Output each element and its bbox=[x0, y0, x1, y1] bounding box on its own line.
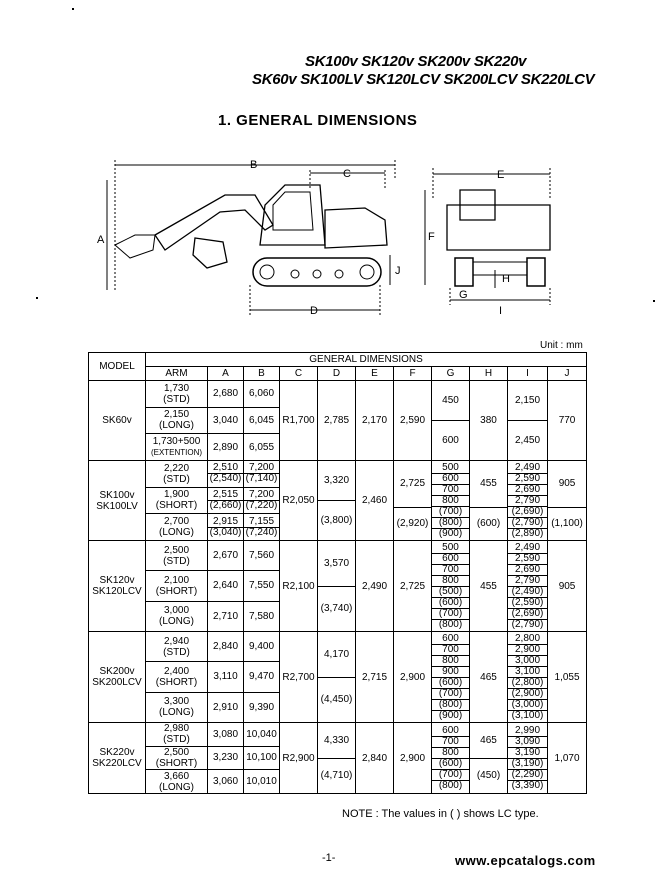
col-header-a: A bbox=[208, 367, 244, 381]
arm-cell: 3,300 (LONG) bbox=[146, 692, 208, 722]
model-list-line-2: SK60v SK100LV SK120LCV SK200LCV SK220LCV bbox=[252, 71, 595, 88]
model-cell: SK100v SK100LV bbox=[89, 461, 146, 541]
table-cell: 2,715 bbox=[356, 632, 394, 723]
dim-label-d: D bbox=[310, 305, 318, 317]
table-cell: 2,915 (3,040) bbox=[208, 514, 244, 541]
table-cell: 3,230 bbox=[208, 746, 244, 770]
table-cell: 2,515 (2,660) bbox=[208, 487, 244, 514]
table-cell: 600 700 800 (600) (700) (800) bbox=[432, 723, 470, 794]
arm-cell: 2,980 (STD) bbox=[146, 723, 208, 747]
table-cell: R2,900 bbox=[280, 723, 318, 794]
table-cell: 7,155 (7,240) bbox=[244, 514, 280, 541]
dim-label-c: C bbox=[343, 168, 351, 180]
arm-cell: 2,940 (STD) bbox=[146, 632, 208, 662]
table-cell: 9,390 bbox=[244, 692, 280, 722]
table-cell: 2,840 bbox=[356, 723, 394, 794]
table-cell: 7,580 bbox=[244, 601, 280, 631]
table-cell: 6,045 bbox=[244, 407, 280, 434]
table-cell: 2,640 bbox=[208, 571, 244, 601]
table-cell: 10,040 bbox=[244, 723, 280, 747]
table-cell: 450 600 bbox=[432, 381, 470, 461]
table-row bbox=[89, 723, 587, 747]
table-cell: 2,890 bbox=[208, 434, 244, 461]
table-cell: 10,010 bbox=[244, 770, 280, 794]
table-cell: 6,060 bbox=[244, 381, 280, 408]
table-cell: 2,710 bbox=[208, 601, 244, 631]
table-cell: 2,590 bbox=[394, 381, 432, 461]
scan-speck bbox=[36, 297, 38, 299]
arm-cell: 2,100 (SHORT) bbox=[146, 571, 208, 601]
dim-label-f: F bbox=[428, 231, 435, 243]
table-cell: 2,170 bbox=[356, 381, 394, 461]
table-cell: 905 bbox=[548, 541, 587, 632]
table-cell: 10,100 bbox=[244, 746, 280, 770]
model-cell: SK220v SK220LCV bbox=[89, 723, 146, 794]
table-cell: 9,470 bbox=[244, 662, 280, 692]
lc-type-note: NOTE : The values in ( ) shows LC type. bbox=[342, 808, 539, 820]
table-cell: 4,330 (4,710) bbox=[318, 723, 356, 794]
table-cell: 2,150 2,450 bbox=[508, 381, 548, 461]
table-cell: 2,460 bbox=[356, 461, 394, 541]
table-cell: 2,490 bbox=[356, 541, 394, 632]
table-cell: 2,670 bbox=[208, 541, 244, 571]
col-header-b: B bbox=[244, 367, 280, 381]
arm-cell: 3,660 (LONG) bbox=[146, 770, 208, 794]
model-header: MODEL bbox=[89, 353, 146, 381]
table-cell: 7,200 (7,220) bbox=[244, 487, 280, 514]
table-cell: 2,725 bbox=[394, 541, 432, 632]
col-header-h: H bbox=[470, 367, 508, 381]
table-cell: 3,320 (3,800) bbox=[318, 461, 356, 541]
table-cell: 465 (450) bbox=[470, 723, 508, 794]
table-cell: R2,100 bbox=[280, 541, 318, 632]
table-cell: 455 bbox=[470, 541, 508, 632]
table-cell: 2,490 2,590 2,690 2,790 (2,690) (2,790) (2,890) bbox=[508, 461, 548, 541]
arm-cell: 1,900 (SHORT) bbox=[146, 487, 208, 514]
table-cell: 2,910 bbox=[208, 692, 244, 722]
table-cell: 2,900 bbox=[394, 723, 432, 794]
dim-label-j: J bbox=[395, 265, 401, 277]
arm-cell: 2,500 (SHORT) bbox=[146, 746, 208, 770]
table-cell: R2,700 bbox=[280, 632, 318, 723]
table-cell: 6,055 bbox=[244, 434, 280, 461]
unit-label: Unit : mm bbox=[540, 340, 583, 351]
model-list-line-1: SK100v SK120v SK200v SK220v bbox=[305, 53, 527, 70]
dim-label-i: I bbox=[499, 305, 503, 317]
table-cell: 3,080 bbox=[208, 723, 244, 747]
table-cell: 3,060 bbox=[208, 770, 244, 794]
model-cell: SK120v SK120LCV bbox=[89, 541, 146, 632]
watermark-link[interactable]: www.epcatalogs.com bbox=[455, 853, 596, 868]
table-cell: 3,570 (3,740) bbox=[318, 541, 356, 632]
col-header-e: E bbox=[356, 367, 394, 381]
table-cell: 770 bbox=[548, 381, 587, 461]
arm-cell: 3,000 (LONG) bbox=[146, 601, 208, 631]
table-cell: 2,840 bbox=[208, 632, 244, 662]
arm-cell: 2,500 (STD) bbox=[146, 541, 208, 571]
table-cell: 905 (1,100) bbox=[548, 461, 587, 541]
table-cell: 2,490 2,590 2,690 2,790 (2,490) (2,590) (2,690) (2,790) bbox=[508, 541, 548, 632]
table-row bbox=[89, 381, 587, 408]
table-cell: 7,560 bbox=[244, 541, 280, 571]
col-header-i: I bbox=[508, 367, 548, 381]
table-cell: 2,725 (2,920) bbox=[394, 461, 432, 541]
col-header-g: G bbox=[432, 367, 470, 381]
arm-cell: 1,730+500 (EXTENTION) bbox=[146, 434, 208, 461]
dim-label-b: B bbox=[250, 159, 258, 171]
table-cell: 4,170 (4,450) bbox=[318, 632, 356, 723]
general-dimensions-table bbox=[88, 352, 587, 794]
table-cell: 3,040 bbox=[208, 407, 244, 434]
page-title: 1. GENERAL DIMENSIONS bbox=[218, 112, 418, 129]
dim-label-g: G bbox=[459, 289, 468, 301]
arm-cell: 2,400 (SHORT) bbox=[146, 662, 208, 692]
table-cell: 2,680 bbox=[208, 381, 244, 408]
table-cell: 7,550 bbox=[244, 571, 280, 601]
table-cell: R2,050 bbox=[280, 461, 318, 541]
scan-speck bbox=[72, 8, 74, 10]
arm-cell: 1,730 (STD) bbox=[146, 381, 208, 408]
table-cell: 500 600 700 800 (700) (800) (900) bbox=[432, 461, 470, 541]
table-cell: 2,785 bbox=[318, 381, 356, 461]
table-cell: 7,200 (7,140) bbox=[244, 461, 280, 488]
dim-label-e: E bbox=[497, 169, 505, 181]
col-header-j: J bbox=[548, 367, 587, 381]
table-row bbox=[89, 461, 587, 488]
col-header-c: C bbox=[280, 367, 318, 381]
dim-label-h: H bbox=[502, 273, 510, 285]
table-cell: R1,700 bbox=[280, 381, 318, 461]
table-row bbox=[89, 632, 587, 662]
model-cell: SK200v SK200LCV bbox=[89, 632, 146, 723]
table-row bbox=[89, 541, 587, 571]
scan-speck bbox=[653, 300, 655, 302]
table-cell: 2,900 bbox=[394, 632, 432, 723]
table-cell: 2,510 (2,540) bbox=[208, 461, 244, 488]
group-header: GENERAL DIMENSIONS bbox=[146, 353, 587, 367]
table-cell: 1,055 bbox=[548, 632, 587, 723]
table-cell: 1,070 bbox=[548, 723, 587, 794]
model-cell: SK60v bbox=[89, 381, 146, 461]
table-cell: 2,800 2,900 3,000 3,100 (2,800) (2,900) (3,000) (3,100) bbox=[508, 632, 548, 723]
table-cell: 9,400 bbox=[244, 632, 280, 662]
arm-cell: 2,150 (LONG) bbox=[146, 407, 208, 434]
col-header-f: F bbox=[394, 367, 432, 381]
table-cell: 3,110 bbox=[208, 662, 244, 692]
col-header-arm: ARM bbox=[146, 367, 208, 381]
table-cell: 380 bbox=[470, 381, 508, 461]
table-cell: 2,990 3,090 3,190 (3,190) (2,290) (3,390) bbox=[508, 723, 548, 794]
arm-cell: 2,220 (STD) bbox=[146, 461, 208, 488]
table-cell: 465 bbox=[470, 632, 508, 723]
dim-label-a: A bbox=[97, 234, 105, 246]
excavator-dimension-drawing bbox=[95, 150, 575, 325]
table-cell: 600 700 800 900 (600) (700) (800) (900) bbox=[432, 632, 470, 723]
table-cell: 455 (600) bbox=[470, 461, 508, 541]
table-cell: 500 600 700 800 (500) (600) (700) (800) bbox=[432, 541, 470, 632]
page-number: -1- bbox=[322, 852, 336, 864]
col-header-d: D bbox=[318, 367, 356, 381]
arm-cell: 2,700 (LONG) bbox=[146, 514, 208, 541]
